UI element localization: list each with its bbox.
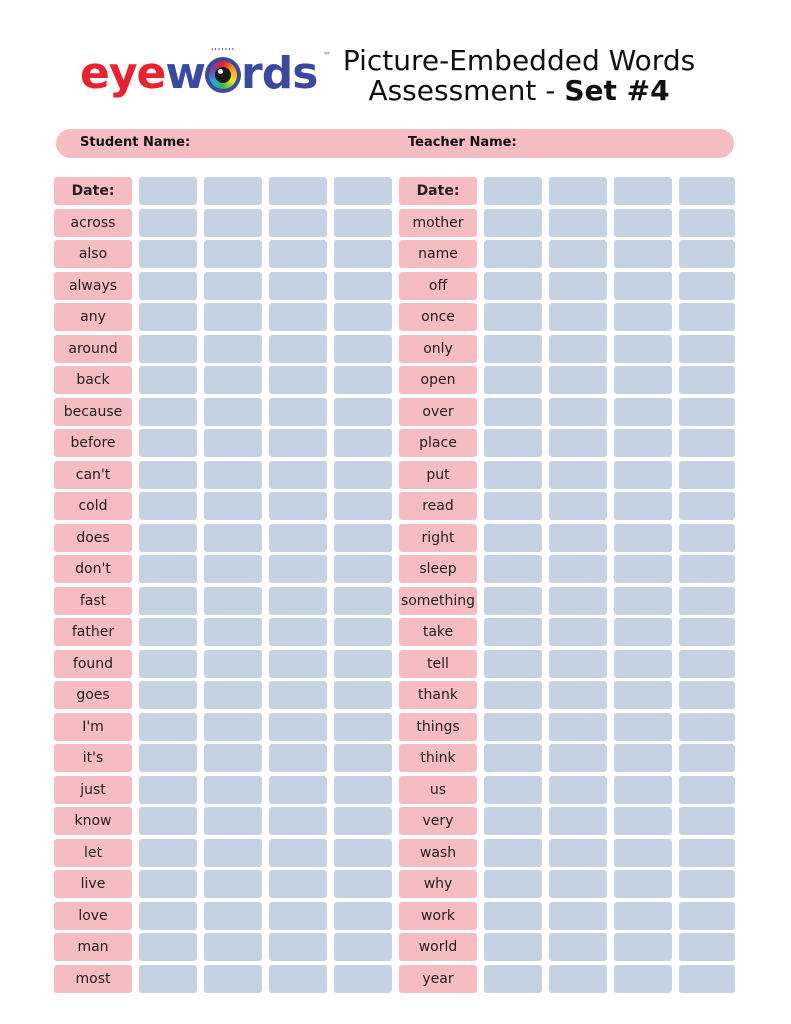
score-entry-cell[interactable]: [549, 902, 607, 930]
score-entry-cell[interactable]: [139, 965, 197, 993]
title-assessment: Assessment -: [368, 74, 565, 107]
score-entry-cell[interactable]: [334, 492, 392, 520]
score-entry-cell[interactable]: [679, 618, 735, 646]
right-word-column: [399, 177, 477, 993]
score-entry-cell[interactable]: [269, 366, 327, 394]
score-entry-cell[interactable]: [549, 303, 607, 331]
word-cell: open: [399, 366, 477, 394]
score-entry-cell[interactable]: [679, 902, 735, 930]
score-entry-cell[interactable]: [614, 807, 672, 835]
score-entry-cell[interactable]: [334, 461, 392, 489]
score-entry-cell[interactable]: [139, 366, 197, 394]
score-entry-cell[interactable]: [614, 461, 672, 489]
word-cell: father: [54, 618, 132, 646]
date-entry-cell[interactable]: [269, 177, 327, 205]
score-entry-cell[interactable]: [139, 870, 197, 898]
logo-text-w: w: [165, 48, 206, 99]
score-entry-cell[interactable]: [204, 933, 262, 961]
score-entry-cell[interactable]: [614, 870, 672, 898]
score-entry-cell[interactable]: [269, 303, 327, 331]
date-label: Date:: [399, 177, 477, 205]
right-entry-col-2: [549, 177, 607, 993]
score-entry-cell[interactable]: [484, 240, 542, 268]
score-entry-cell[interactable]: [484, 587, 542, 615]
name-bar: [56, 129, 734, 158]
word-cell: found: [54, 650, 132, 678]
score-entry-cell[interactable]: [679, 492, 735, 520]
word-cell: thank: [399, 681, 477, 709]
score-entry-cell[interactable]: [549, 965, 607, 993]
score-entry-cell[interactable]: [204, 492, 262, 520]
word-cell: us: [399, 776, 477, 804]
score-entry-cell[interactable]: [334, 618, 392, 646]
score-entry-cell[interactable]: [614, 587, 672, 615]
score-entry-cell[interactable]: [139, 587, 197, 615]
score-entry-cell[interactable]: [614, 524, 672, 552]
score-entry-cell[interactable]: [204, 429, 262, 457]
score-entry-cell[interactable]: [549, 807, 607, 835]
word-cell: mother: [399, 209, 477, 237]
score-entry-cell[interactable]: [269, 209, 327, 237]
word-cell: can't: [54, 461, 132, 489]
left-entry-col-1: [139, 177, 197, 993]
score-entry-cell[interactable]: [484, 524, 542, 552]
page-title: [334, 46, 704, 106]
score-entry-cell[interactable]: [484, 839, 542, 867]
score-entry-cell[interactable]: [679, 807, 735, 835]
score-entry-cell[interactable]: [204, 398, 262, 426]
score-entry-cell[interactable]: [334, 303, 392, 331]
student-name-label: Student Name:: [80, 135, 191, 150]
score-entry-cell[interactable]: [269, 681, 327, 709]
title-line-2: [334, 76, 704, 106]
score-entry-cell[interactable]: [334, 965, 392, 993]
title-line-1: Picture-Embedded Words: [342, 44, 696, 77]
score-entry-cell[interactable]: [334, 587, 392, 615]
score-entry-cell[interactable]: [269, 272, 327, 300]
score-entry-cell[interactable]: [139, 807, 197, 835]
word-cell: once: [399, 303, 477, 331]
score-entry-cell[interactable]: [139, 744, 197, 772]
score-entry-cell[interactable]: [139, 524, 197, 552]
teacher-name-label: Teacher Name:: [408, 135, 517, 150]
title-set-number: Set #4: [564, 74, 670, 107]
score-entry-cell[interactable]: [679, 335, 735, 363]
logo-text-eye: eye: [80, 48, 166, 99]
word-cell: any: [54, 303, 132, 331]
right-entry-col-3: [614, 177, 672, 993]
score-entry-cell[interactable]: [549, 335, 607, 363]
score-entry-cell[interactable]: [679, 555, 735, 583]
right-entry-col-1: [484, 177, 542, 993]
score-entry-cell[interactable]: [679, 650, 735, 678]
word-cell: year: [399, 965, 477, 993]
score-entry-cell[interactable]: [139, 776, 197, 804]
score-entry-cell[interactable]: [269, 461, 327, 489]
score-entry-cell[interactable]: [139, 492, 197, 520]
word-cell: just: [54, 776, 132, 804]
score-entry-cell[interactable]: [484, 303, 542, 331]
score-entry-cell[interactable]: [549, 555, 607, 583]
score-entry-cell[interactable]: [484, 681, 542, 709]
score-entry-cell[interactable]: [269, 870, 327, 898]
word-cell: don't: [54, 555, 132, 583]
score-entry-cell[interactable]: [484, 618, 542, 646]
score-entry-cell[interactable]: [334, 555, 392, 583]
score-entry-cell[interactable]: [484, 555, 542, 583]
score-entry-cell[interactable]: [269, 650, 327, 678]
score-entry-cell[interactable]: [334, 870, 392, 898]
score-entry-cell[interactable]: [269, 240, 327, 268]
score-entry-cell[interactable]: [549, 366, 607, 394]
score-entry-cell[interactable]: [204, 807, 262, 835]
score-entry-cell[interactable]: [334, 240, 392, 268]
right-entry-col-4: [679, 177, 735, 993]
date-entry-cell[interactable]: [484, 177, 542, 205]
score-entry-cell[interactable]: [549, 713, 607, 741]
score-entry-cell[interactable]: [269, 933, 327, 961]
score-entry-cell[interactable]: [484, 933, 542, 961]
score-entry-cell[interactable]: [549, 650, 607, 678]
score-entry-cell[interactable]: [679, 240, 735, 268]
word-cell: around: [54, 335, 132, 363]
score-entry-cell[interactable]: [614, 303, 672, 331]
score-entry-cell[interactable]: [334, 807, 392, 835]
score-entry-cell[interactable]: [334, 272, 392, 300]
score-entry-cell[interactable]: [549, 524, 607, 552]
word-cell: let: [54, 839, 132, 867]
score-entry-cell[interactable]: [204, 461, 262, 489]
score-entry-cell[interactable]: [204, 839, 262, 867]
score-entry-cell[interactable]: [614, 618, 672, 646]
score-entry-cell[interactable]: [204, 366, 262, 394]
word-cell: things: [399, 713, 477, 741]
score-entry-cell[interactable]: [334, 429, 392, 457]
left-entry-col-2: [204, 177, 262, 993]
score-entry-cell[interactable]: [139, 681, 197, 709]
word-cell: love: [54, 902, 132, 930]
word-cell: read: [399, 492, 477, 520]
score-entry-cell[interactable]: [679, 681, 735, 709]
score-entry-cell[interactable]: [269, 555, 327, 583]
score-entry-cell[interactable]: [614, 650, 672, 678]
score-entry-cell[interactable]: [614, 902, 672, 930]
date-entry-cell[interactable]: [679, 177, 735, 205]
word-cell: it's: [54, 744, 132, 772]
date-entry-cell[interactable]: [614, 177, 672, 205]
score-entry-cell[interactable]: [334, 209, 392, 237]
score-entry-cell[interactable]: [679, 965, 735, 993]
score-entry-cell[interactable]: [139, 303, 197, 331]
score-entry-cell[interactable]: [139, 555, 197, 583]
score-entry-cell[interactable]: [549, 870, 607, 898]
score-entry-cell[interactable]: [484, 713, 542, 741]
score-entry-cell[interactable]: [269, 776, 327, 804]
score-entry-cell[interactable]: [139, 398, 197, 426]
word-cell: man: [54, 933, 132, 961]
score-entry-cell[interactable]: [484, 461, 542, 489]
score-entry-cell[interactable]: [484, 335, 542, 363]
score-entry-cell[interactable]: [549, 618, 607, 646]
score-entry-cell[interactable]: [334, 681, 392, 709]
word-cell: most: [54, 965, 132, 993]
score-entry-cell[interactable]: [549, 429, 607, 457]
score-entry-cell[interactable]: [269, 965, 327, 993]
score-entry-cell[interactable]: [679, 461, 735, 489]
score-entry-cell[interactable]: [614, 240, 672, 268]
score-entry-cell[interactable]: [139, 902, 197, 930]
left-entry-col-3: [269, 177, 327, 993]
score-entry-cell[interactable]: [269, 618, 327, 646]
left-entry-col-4: [334, 177, 392, 993]
date-label: Date:: [54, 177, 132, 205]
score-entry-cell[interactable]: [139, 618, 197, 646]
score-entry-cell[interactable]: [139, 209, 197, 237]
word-cell: wash: [399, 839, 477, 867]
word-cell: across: [54, 209, 132, 237]
score-entry-cell[interactable]: [139, 240, 197, 268]
score-entry-cell[interactable]: [679, 933, 735, 961]
score-entry-cell[interactable]: [139, 839, 197, 867]
score-entry-cell[interactable]: [269, 492, 327, 520]
score-entry-cell[interactable]: [484, 965, 542, 993]
date-entry-cell[interactable]: [204, 177, 262, 205]
word-cell: put: [399, 461, 477, 489]
score-entry-cell[interactable]: [204, 618, 262, 646]
word-cell: back: [54, 366, 132, 394]
score-entry-cell[interactable]: [679, 776, 735, 804]
score-entry-cell[interactable]: [269, 335, 327, 363]
score-entry-cell[interactable]: [204, 902, 262, 930]
score-entry-cell[interactable]: [484, 902, 542, 930]
score-entry-cell[interactable]: [484, 209, 542, 237]
score-entry-cell[interactable]: [204, 335, 262, 363]
score-entry-cell[interactable]: [204, 776, 262, 804]
score-entry-cell[interactable]: [484, 429, 542, 457]
score-entry-cell[interactable]: [204, 965, 262, 993]
word-cell: place: [399, 429, 477, 457]
score-entry-cell[interactable]: [614, 272, 672, 300]
score-entry-cell[interactable]: [139, 429, 197, 457]
word-cell: work: [399, 902, 477, 930]
score-entry-cell[interactable]: [549, 492, 607, 520]
score-entry-cell[interactable]: [204, 713, 262, 741]
score-entry-cell[interactable]: [614, 933, 672, 961]
score-entry-cell[interactable]: [269, 839, 327, 867]
score-entry-cell[interactable]: [484, 398, 542, 426]
score-entry-cell[interactable]: [679, 524, 735, 552]
eyewords-logo: [80, 44, 330, 104]
word-cell: think: [399, 744, 477, 772]
score-entry-cell[interactable]: [334, 524, 392, 552]
word-cell: also: [54, 240, 132, 268]
score-entry-cell[interactable]: [484, 650, 542, 678]
score-entry-cell[interactable]: [679, 272, 735, 300]
date-entry-cell[interactable]: [334, 177, 392, 205]
score-entry-cell[interactable]: [614, 366, 672, 394]
score-entry-cell[interactable]: [484, 366, 542, 394]
word-cell: name: [399, 240, 477, 268]
score-entry-cell[interactable]: [614, 335, 672, 363]
score-entry-cell[interactable]: [334, 713, 392, 741]
score-entry-cell[interactable]: [484, 492, 542, 520]
score-entry-cell[interactable]: [269, 807, 327, 835]
word-cell: I'm: [54, 713, 132, 741]
score-entry-cell[interactable]: [614, 965, 672, 993]
date-entry-cell[interactable]: [139, 177, 197, 205]
score-entry-cell[interactable]: [549, 933, 607, 961]
trademark-symbol: ™: [323, 51, 331, 60]
score-entry-cell[interactable]: [334, 933, 392, 961]
score-entry-cell[interactable]: [679, 398, 735, 426]
score-entry-cell[interactable]: [204, 240, 262, 268]
word-cell: world: [399, 933, 477, 961]
score-entry-cell[interactable]: [334, 398, 392, 426]
word-cell: fast: [54, 587, 132, 615]
score-entry-cell[interactable]: [549, 839, 607, 867]
score-entry-cell[interactable]: [614, 839, 672, 867]
score-entry-cell[interactable]: [484, 807, 542, 835]
score-entry-cell[interactable]: [679, 429, 735, 457]
score-entry-cell[interactable]: [269, 524, 327, 552]
score-entry-cell[interactable]: [269, 744, 327, 772]
score-entry-cell[interactable]: [139, 933, 197, 961]
word-cell: off: [399, 272, 477, 300]
word-cell: right: [399, 524, 477, 552]
score-entry-cell[interactable]: [334, 366, 392, 394]
score-entry-cell[interactable]: [549, 398, 607, 426]
score-entry-cell[interactable]: [139, 713, 197, 741]
score-entry-cell[interactable]: [204, 587, 262, 615]
score-entry-cell[interactable]: [614, 681, 672, 709]
score-entry-cell[interactable]: [334, 650, 392, 678]
left-word-column: [54, 177, 132, 993]
word-cell: over: [399, 398, 477, 426]
score-entry-cell[interactable]: [679, 587, 735, 615]
score-entry-cell[interactable]: [484, 776, 542, 804]
score-entry-cell[interactable]: [679, 713, 735, 741]
logo-text-rds: rds: [241, 48, 318, 99]
score-entry-cell[interactable]: [484, 272, 542, 300]
score-entry-cell[interactable]: [549, 272, 607, 300]
score-entry-cell[interactable]: [549, 776, 607, 804]
score-entry-cell[interactable]: [204, 272, 262, 300]
score-entry-cell[interactable]: [269, 713, 327, 741]
word-cell: cold: [54, 492, 132, 520]
score-entry-cell[interactable]: [139, 461, 197, 489]
word-cell: take: [399, 618, 477, 646]
word-cell: why: [399, 870, 477, 898]
eye-icon: ''''''': [205, 57, 241, 93]
score-entry-cell[interactable]: [679, 870, 735, 898]
word-cell: only: [399, 335, 477, 363]
score-entry-cell[interactable]: [139, 650, 197, 678]
score-entry-cell[interactable]: [269, 429, 327, 457]
score-entry-cell[interactable]: [614, 776, 672, 804]
score-entry-cell[interactable]: [204, 555, 262, 583]
score-entry-cell[interactable]: [269, 587, 327, 615]
score-entry-cell[interactable]: [269, 902, 327, 930]
word-cell: sleep: [399, 555, 477, 583]
score-entry-cell[interactable]: [139, 272, 197, 300]
score-entry-cell[interactable]: [549, 461, 607, 489]
score-entry-cell[interactable]: [334, 335, 392, 363]
score-entry-cell[interactable]: [614, 713, 672, 741]
score-entry-cell[interactable]: [484, 744, 542, 772]
score-entry-cell[interactable]: [139, 335, 197, 363]
score-entry-cell[interactable]: [614, 398, 672, 426]
word-cell: does: [54, 524, 132, 552]
score-entry-cell[interactable]: [334, 744, 392, 772]
word-cell: live: [54, 870, 132, 898]
score-entry-cell[interactable]: [204, 650, 262, 678]
score-entry-cell[interactable]: [334, 776, 392, 804]
score-entry-cell[interactable]: [549, 744, 607, 772]
score-entry-cell[interactable]: [614, 429, 672, 457]
score-entry-cell[interactable]: [204, 303, 262, 331]
score-entry-cell[interactable]: [679, 209, 735, 237]
score-entry-cell[interactable]: [614, 744, 672, 772]
date-entry-cell[interactable]: [549, 177, 607, 205]
word-cell: tell: [399, 650, 477, 678]
score-entry-cell[interactable]: [549, 587, 607, 615]
word-cell: very: [399, 807, 477, 835]
score-entry-cell[interactable]: [204, 870, 262, 898]
score-entry-cell[interactable]: [679, 839, 735, 867]
word-cell: something: [399, 587, 477, 615]
score-entry-cell[interactable]: [269, 398, 327, 426]
score-entry-cell[interactable]: [549, 681, 607, 709]
score-entry-cell[interactable]: [679, 303, 735, 331]
score-entry-cell[interactable]: [614, 555, 672, 583]
word-cell: before: [54, 429, 132, 457]
score-entry-cell[interactable]: [614, 209, 672, 237]
score-entry-cell[interactable]: [334, 839, 392, 867]
score-entry-cell[interactable]: [549, 240, 607, 268]
score-entry-cell[interactable]: [614, 492, 672, 520]
score-entry-cell[interactable]: [679, 744, 735, 772]
score-entry-cell[interactable]: [679, 366, 735, 394]
score-entry-cell[interactable]: [204, 744, 262, 772]
score-entry-cell[interactable]: [334, 902, 392, 930]
score-entry-cell[interactable]: [549, 209, 607, 237]
score-entry-cell[interactable]: [484, 870, 542, 898]
word-cell: because: [54, 398, 132, 426]
word-cell: goes: [54, 681, 132, 709]
score-entry-cell[interactable]: [204, 681, 262, 709]
score-entry-cell[interactable]: [204, 209, 262, 237]
word-cell: always: [54, 272, 132, 300]
word-cell: know: [54, 807, 132, 835]
score-entry-cell[interactable]: [204, 524, 262, 552]
